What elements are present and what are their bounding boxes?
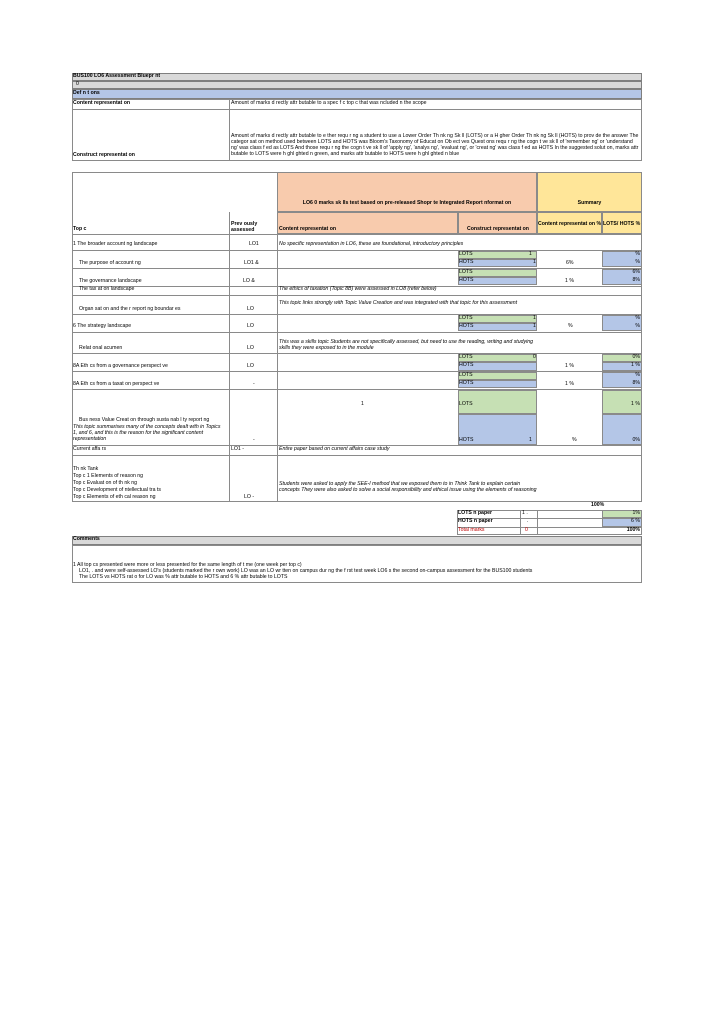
row2-topic: The purpose of account ng xyxy=(79,260,141,266)
row8-prev: LO xyxy=(247,363,254,369)
row6-hots-pct: % xyxy=(635,323,640,329)
row6-topic: 6 The strategy landscape xyxy=(73,323,132,329)
row3-prev: LO & xyxy=(243,278,255,284)
col-lots-hots: LOTS/ HOTS % xyxy=(603,221,641,227)
row10-hots-count: 1 xyxy=(529,437,532,443)
row9-lots-pct: % xyxy=(635,372,640,378)
row6-lots-pct: % xyxy=(635,315,640,321)
row3-topic: The governance landscape xyxy=(79,278,142,284)
row8-hots-label: HOTS xyxy=(459,362,474,368)
row10-note: This topic summarises many of the concepts dealt with in Topics 1, and 6, and this is the reason for the significant content representation xyxy=(73,424,221,443)
page-title: BUS100 LO6 Assessment Bluepr nt xyxy=(73,73,161,79)
row9-prev: - xyxy=(253,381,255,387)
row6-prev: LO xyxy=(247,323,254,329)
comment-1: 1 All top cs presented were more or less presented for the same length of t me (one week per top c) xyxy=(73,562,302,568)
row1-topic: 1 The broader account ng landscape xyxy=(73,241,158,247)
row6-lots-label: LOTS xyxy=(459,315,473,321)
comments-heading: Comments xyxy=(73,536,100,542)
row9-lots-label: LOTS xyxy=(459,372,473,378)
content-rep-definition: Amount of marks d rectly attr butable to a spec f c top c that was ncluded n the scope xyxy=(231,100,427,106)
row5-prev: LO xyxy=(247,306,254,312)
row3-hots-label: HOTS xyxy=(459,277,474,283)
construct-rep-definition: Amount of marks d rectly attr butable to e ther requ r ng a student to use a Lower Order Th nk ng Sk ll (LOTS) or a H gher Order Th nk ng Sk ll (HOTS) to prov de the answer The categor sat on method used between LOTS and HOTS was Bloom's Taxonomy of Educat on Ob ect ves Quest ons requ r ng the cogn t ve sk ll of 'remember ng' or 'understand ng' was class f ed as LOTS And those requ r ng the cogn t ve sk ll of 'apply ng', 'analys ng', 'evaluat ng', or 'creat ng' was class f ed as HOTS In the suggested solut on, marks attr butable to LOTS were h ghl ghted n green, and marks attr butable to HOTS were h ghl ghted n blue xyxy=(231,133,639,158)
totals-lots-count: 1 . xyxy=(522,510,528,516)
row12-prev: LO - xyxy=(244,494,255,500)
content-rep-label: Content representat on xyxy=(73,100,131,106)
col-construct-rep: Construct representat on xyxy=(467,226,529,232)
row3-content-pct: 1 % xyxy=(565,278,574,284)
row10-topic: Bus ness Value Creat on through susta nab l ty report ng xyxy=(79,417,210,423)
row11-content: Entire paper based on current affairs case study xyxy=(279,446,390,452)
row6-hots-label: HOTS xyxy=(459,323,474,329)
row2-lots-pct: % xyxy=(635,251,640,257)
row8-lots-count: 0 xyxy=(533,354,536,360)
row8-lots-pct: 0% xyxy=(632,354,640,360)
comments-bar xyxy=(72,536,642,545)
row12-content: Students were asked to apply the SEE-I method that we exposed them to in Think Tank to explain certain concepts They were also asked to solve a social responsibility and ethical issue using the elements of reasoning xyxy=(279,481,537,494)
row2-prev: LO1 & xyxy=(244,260,259,266)
row2-lots-label: LOTS xyxy=(459,251,473,257)
row6-hots-count: 1 xyxy=(533,323,536,329)
row9-hots-pct: 8% xyxy=(632,380,640,386)
row11-topic: Current affa rs xyxy=(73,446,107,452)
totals-hots-pct: 6 % xyxy=(631,518,640,524)
col-summary-content: Content representat on % xyxy=(538,221,602,227)
row3-lots-label: LOTS xyxy=(459,269,473,275)
row8-topic: 8A Eth cs from a governance perspect ve xyxy=(73,363,168,369)
main-header-title: LO6 0 marks sk lls test based on pre-released Shopr te Integrated Report nformat on xyxy=(302,200,512,206)
row10-content-pct: % xyxy=(572,437,577,443)
row8-hots-pct: 1 % xyxy=(631,362,640,368)
row2-hots-pct: % xyxy=(635,259,640,265)
row9-content-pct: 1 % xyxy=(565,381,574,387)
row7-prev: LO xyxy=(247,345,254,351)
col-previously-assessed: Prev ously assessed xyxy=(231,221,258,234)
totals-100: 100% xyxy=(591,502,605,508)
zero-value: 0 xyxy=(76,81,79,87)
row5-content: This topic links strongly with Topic Value Creation and was integrated with that topic for this assessment xyxy=(279,300,518,306)
totals-lots-label: LOTS n paper xyxy=(458,510,493,516)
row8-lots-label: LOTS xyxy=(459,354,473,360)
totals-marks-pct: 100% xyxy=(626,527,640,533)
zero-bar xyxy=(72,81,642,89)
row10-prev: - xyxy=(253,437,255,443)
comment-3: The LOTS vs HOTS rat o for LO was % attr butable to HOTS and 6 % attr butable to LOTS xyxy=(79,574,288,580)
row10-lots-pct: 1 % xyxy=(631,401,640,407)
row2-lots-count: 1 xyxy=(529,251,532,257)
totals-hots-label: HOTS n paper xyxy=(458,518,493,524)
totals-hots-count: . xyxy=(527,518,529,524)
row7-content: This was a skills topic Students are not specifically assessed, but need to use the reading, writing and studying skills they were exposed to in the module xyxy=(279,339,534,352)
row10-number: 1 xyxy=(361,401,364,407)
row7-topic: Relat onal acumen xyxy=(79,345,123,351)
construct-rep-label: Construct representat on xyxy=(73,152,135,158)
row1-content: No specific representation in LO6, these are foundational, introductory principles xyxy=(279,241,464,247)
summary-header-title: Summary xyxy=(577,200,602,206)
row8-content-pct: 1 % xyxy=(565,363,574,369)
totals-lots-pct: 1% xyxy=(632,510,640,516)
col-topic: Top c xyxy=(73,226,87,232)
row11-prev: LO1 - xyxy=(231,446,244,452)
row4-content: The ethics of taxation (Topic 8B) were assessed in LO8 (refer below) xyxy=(279,286,437,292)
row2-hots-label: HOTS xyxy=(459,259,474,265)
row9-hots-label: HOTS xyxy=(459,380,474,386)
row10-hots-pct: 0% xyxy=(632,437,640,443)
comment-2: LO1, . and were self-assessed LO's (students marked the r own work) LO was an LO wr tten on campus dur ng the f rst test week LO6 s the second on-campus assessment for the BUS100 students xyxy=(79,568,533,574)
row5-topic: Organ sat on and the r report ng boundar es xyxy=(79,306,181,312)
row10-hots-label: HOTS xyxy=(459,437,474,443)
row3-lots-pct: 6% xyxy=(632,269,640,275)
row9-topic: 8A Eth cs from a taxat on perspect ve xyxy=(73,381,160,387)
col-content-rep: Content representat on xyxy=(279,226,337,232)
row6-lots-count: 1 xyxy=(533,315,536,321)
row12-line1: Top c 1 Elements of reason ng xyxy=(73,473,144,479)
row2-hots-count: 1 xyxy=(533,259,536,265)
row12-think-tank: Th nk Tank xyxy=(73,466,99,472)
row1-prev: LO1 xyxy=(249,241,259,247)
row6-content-pct: % xyxy=(568,323,573,329)
row12-line3: Top c Development of ntellectual tra ts xyxy=(73,487,161,493)
totals-marks-label: Total marks xyxy=(458,527,485,533)
totals-marks-count: 0 xyxy=(525,527,528,533)
row12-line4: Top c Elements of eth cal reason ng xyxy=(73,494,156,500)
row2-content-pct: 6% xyxy=(566,260,574,266)
row10-lots-label: LOTS xyxy=(459,401,473,407)
row3-hots-pct: 8% xyxy=(632,277,640,283)
row12-line2: Top c Evaluat on of th nk ng xyxy=(73,480,138,486)
definitions-heading: Def n t ons xyxy=(73,90,100,96)
row4-topic: The tax at on landscape xyxy=(79,286,135,292)
definitions-band xyxy=(72,89,642,99)
